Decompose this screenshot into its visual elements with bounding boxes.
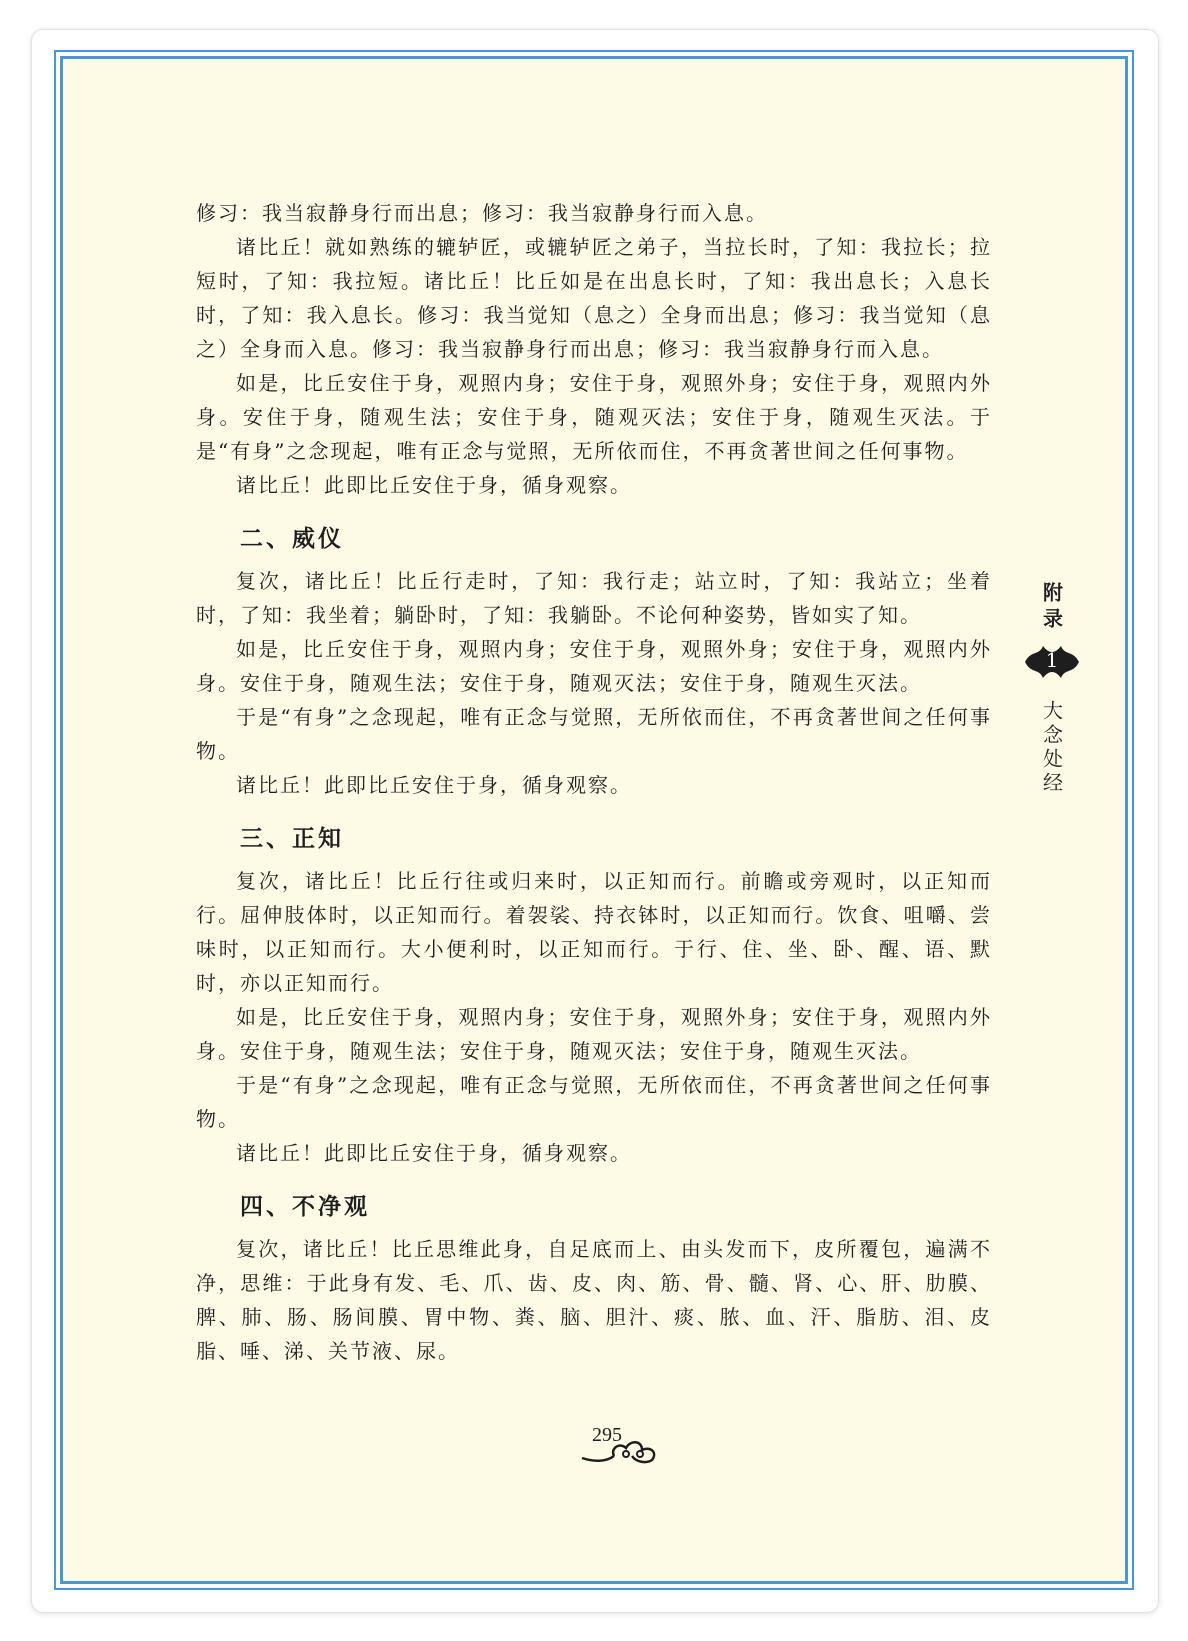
paragraph: 如是，比丘安住于身，观照内身；安住于身，观照外身；安住于身，观照内外身。安住于身，随观生法；安住于身，随观灭法；安住于身，随观生灭法。于是“有身”之念现起，唯有正念与觉照，无所依而住，不再贪著世间之任何事物。 xyxy=(196,371,992,463)
paragraph: 复次，诸比丘！比丘行走时，了知：我行走；站立时，了知：我站立；坐着时，了知：我坐着；躺卧时，了知：我躺卧。不论何种姿势，皆如实了知。 xyxy=(196,569,992,627)
paragraph: 诸比丘！就如熟练的辘轳匠，或辘轳匠之弟子，当拉长时，了知：我拉长；拉短时，了知：我拉短。诸比丘！比丘如是在出息长时，了知：我出息长；入息长时，了知：我入息长。修习：我当觉知（息之）全身而出息；修习：我当觉知（息之）全身而入息。修习：我当寂静身行而出息；修习：我当寂静身行而入息。 xyxy=(196,235,992,361)
paragraph: 诸比丘！此即比丘安住于身，循身观察。 xyxy=(236,473,632,497)
paragraph: 修习：我当寂静身行而出息；修习：我当寂静身行而入息。 xyxy=(196,201,768,225)
page-number: 295 xyxy=(592,1424,622,1446)
paragraph: 如是，比丘安住于身，观照内身；安住于身，观照外身；安住于身，观照内外身。安住于身，随观生法；安住于身，随观灭法；安住于身，随观生灭法。 xyxy=(196,1005,992,1063)
paragraph: 复次，诸比丘！比丘思维此身，自足底而上、由头发而下，皮所覆包，遍满不净，思维：于此身有发、毛、爪、齿、皮、肉、筋、骨、髓、肾、心、肝、肋膜、脾、肺、肠、肠间膜、胃中物、粪、脑、胆汁、痰、脓、血、汗、脂肪、泪、皮脂、唾、涕、关节液、尿。 xyxy=(196,1237,992,1363)
section-heading: 二、威仪 xyxy=(240,526,344,552)
cloud-ornament-icon xyxy=(580,1432,660,1466)
appendix-badge xyxy=(1023,642,1081,682)
page-content xyxy=(196,196,992,1368)
paragraph: 于是“有身”之念现起，唯有正念与觉照，无所依而住，不再贪著世间之任何事物。 xyxy=(196,705,992,763)
paragraph: 诸比丘！此即比丘安住于身，循身观察。 xyxy=(236,773,632,797)
section-heading: 三、正知 xyxy=(240,826,344,852)
paragraph: 于是“有身”之念现起，唯有正念与觉照，无所依而住，不再贪著世间之任何事物。 xyxy=(196,1073,992,1131)
appendix-number: 1 xyxy=(1045,648,1059,672)
paragraph: 如是，比丘安住于身，观照内身；安住于身，观照外身；安住于身，观照内外身。安住于身，随观生法；安住于身，随观灭法；安住于身，随观生灭法。 xyxy=(196,637,992,695)
section-heading: 四、不净观 xyxy=(240,1194,370,1220)
appendix-label: 附录 xyxy=(1039,582,1064,634)
side-tab xyxy=(1022,580,1082,798)
paragraph: 诸比丘！此即比丘安住于身，循身观察。 xyxy=(236,1141,632,1165)
paragraph: 复次，诸比丘！比丘行往或归来时，以正知而行。前瞻或旁观时，以正知而行。屈伸肢体时，以正知而行。着袈裟、持衣钵时，以正知而行。饮食、咀嚼、尝味时，以正知而行。大小便利时，以正知而行。于行、住、坐、卧、醒、语、默时，亦以正知而行。 xyxy=(196,869,992,995)
sutra-title: 大念处经 xyxy=(1039,700,1064,796)
